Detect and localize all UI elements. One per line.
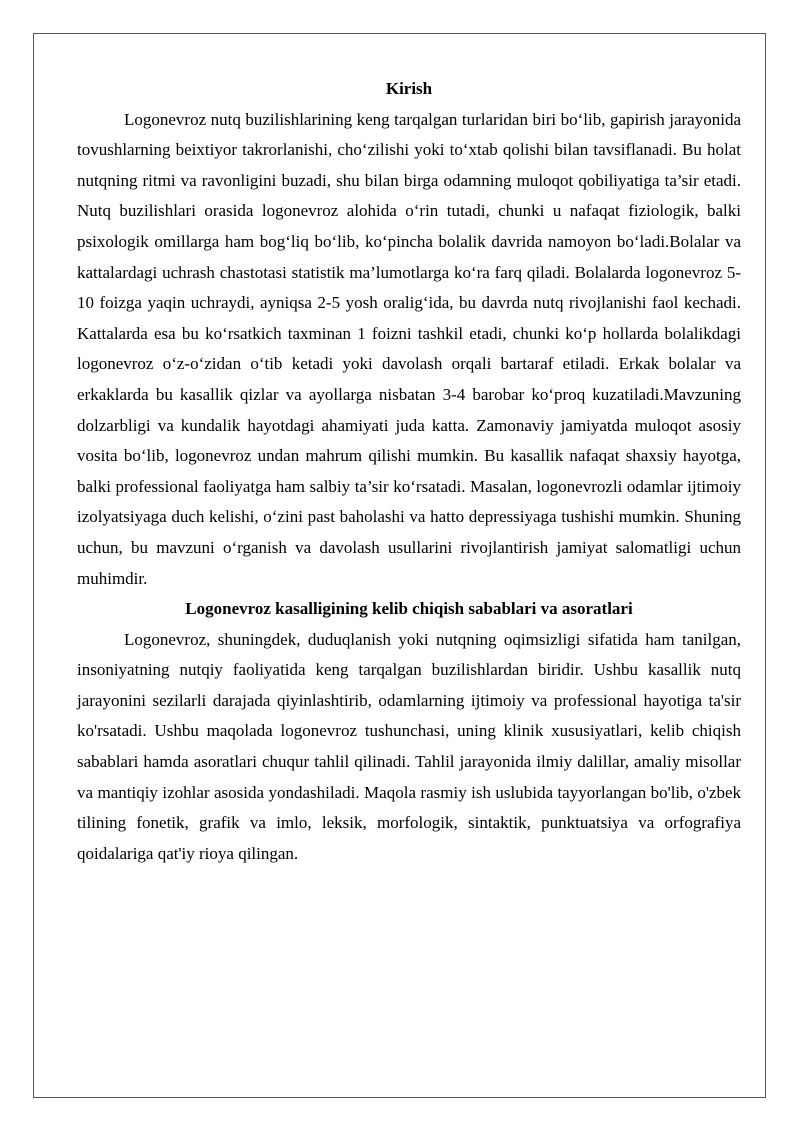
document-body bbox=[77, 74, 741, 869]
intro-paragraph: Logonevroz nutq buzilishlarining keng tarqalgan turlaridan biri bo‘lib, gapirish jarayonida tovushlarning beixtiyor takrorlanishi, cho‘zilishi yoki to‘xtab qolishi bilan tavsiflanadi. Bu holat nutqning ritmi va ravonligini buzadi, shu bilan birga odamning muloqot qobiliyatiga ta’sir etadi. Nutq buzilishlari orasida logonevroz alohida o‘rin tutadi, chunki u nafaqat fiziologik, balki psixologik omillarga ham bog‘liq bo‘lib, ko‘pincha bolalik davrida namoyon bo‘ladi.Bolalar va kattalardagi uchrash chastotasi statistik ma’lumotlarga ko‘ra farq qiladi. Bolalarda logonevroz 5-10 foizga yaqin uchraydi, ayniqsa 2-5 yosh oralig‘ida, bu davrda nutq rivojlanishi faol kechadi. Kattalarda esa bu ko‘rsatkich taxminan 1 foizni tashkil etadi, chunki ko‘p hollarda bolalikdagi logonevroz o‘z-o‘zidan o‘tib ketadi yoki davolash orqali bartaraf etiladi. Erkak bolalar va erkaklarda bu kasallik qizlar va ayollarga nisbatan 3-4 barobar ko‘proq kuzatiladi.Mavzuning dolzarbligi va kundalik hayotdagi ahamiyati juda katta. Zamonaviy jamiyatda muloqot asosiy vosita bo‘lib, logonevroz undan mahrum qilishi mumkin. Bu kasallik nafaqat shaxsiy hayotga, balki professional faoliyatga ham salbiy ta’sir ko‘rsatadi. Masalan, logonevrozli odamlar ijtimoiy izolyatsiyaga duch kelishi, o‘zini past baholashi va hatto depressiyaga tushishi mumkin. Shuning uchun, bu mavzuni o‘rganish va davolash usullarini rivojlantirish jamiyat salomatligi uchun muhimdir. bbox=[77, 109, 741, 588]
document-title: Kirish bbox=[385, 79, 433, 98]
section-paragraph: Logonevroz, shuningdek, duduqlanish yoki nutqning oqimsizligi sifatida ham tanilgan, insoniyatning nutqiy faoliyatida keng tarqalgan buzilishlardan biridir. Ushbu kasallik nutq jarayonini sezilarli darajada qiyinlashtirib, odamlarning ijtimoiy va professional hayotiga ta'sir ko'rsatadi. Ushbu maqolada logonevroz tushunchasi, uning klinik xususiyatlari, kelib chiqish sabablari hamda asoratlari chuqur tahlil qilinadi. Tahlil jarayonida ilmiy dalillar, amaliy misollar va mantiqiy izohlar asosida yondashiladi. Maqola rasmiy ish uslubida tayyorlangan bo'lib, o'zbek tilining fonetik, grafik va imlo, leksik, morfologik, sintaktik, punktuatsiya va orfografiya qoidalariga qat'iy rioya qilingan. bbox=[77, 629, 741, 863]
section-heading: Logonevroz kasalligining kelib chiqish sabablari va asoratlari bbox=[185, 599, 633, 619]
